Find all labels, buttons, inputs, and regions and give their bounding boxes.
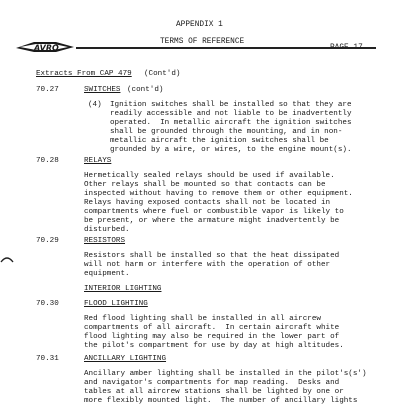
paragraph-line: Resistors shall be installed so that the heat dissipated xyxy=(84,252,340,260)
section-title: ANCILLARY LIGHTING xyxy=(84,355,167,363)
interior-lighting-heading: INTERIOR LIGHTING xyxy=(84,285,162,293)
section-title-suffix: (cont'd) xyxy=(127,86,164,94)
extracts-contd: (Cont'd) xyxy=(144,70,181,78)
paragraph-line: operated. In metallic aircraft the ignition switches xyxy=(110,119,352,127)
paragraph-line: be present, or where the armature might inadvertently be xyxy=(84,217,340,225)
paragraph-line: compartments of all aircraft. In certain aircraft white xyxy=(84,324,340,332)
terms-heading: TERMS OF REFERENCE xyxy=(160,38,245,46)
paragraph-line: tables at all aircrew stations shall be lighted by one or xyxy=(84,388,344,396)
section-title: RELAYS xyxy=(84,157,112,165)
paragraph-line: shall be grounded through the mounting, and in non- xyxy=(110,128,343,136)
paragraph-line: Ancillary amber lighting shall be installed in the pilot's(s') xyxy=(84,370,367,378)
appendix-heading: APPENDIX 1 xyxy=(176,21,223,29)
paragraph-line: more flexibly mounted light. The number of ancillary lights xyxy=(84,397,358,405)
extracts-title: Extracts From CAP 479 xyxy=(36,70,132,78)
section-number: 70.27 xyxy=(36,86,59,94)
paragraph-line: disturbed. xyxy=(84,226,130,234)
paragraph-line: compartments where fuel or combustible vapor is likely to xyxy=(84,208,344,216)
paragraph-line: the pilot's compartment for use by day at high altitudes. xyxy=(84,342,344,350)
section-title: FLOOD LIGHTING xyxy=(84,300,148,308)
paragraph-line: and navigator's compartments for map reading. Desks and xyxy=(84,379,340,387)
paragraph-line: Hermetically sealed relays should be used if available. xyxy=(84,172,335,180)
paragraph-line: metallic aircraft the ignition switches shall be xyxy=(110,137,329,145)
section-title: SWITCHES xyxy=(84,86,121,94)
section-number: 70.28 xyxy=(36,157,59,165)
paragraph-line: readily accessible and not liable to be inadvertently xyxy=(110,110,352,118)
header-rule xyxy=(76,47,376,49)
page-number xyxy=(330,44,363,53)
section-number: 70.30 xyxy=(36,300,59,308)
paragraph-line: equipment. xyxy=(84,270,130,278)
section-number: 70.29 xyxy=(36,237,59,245)
section-number: 70.31 xyxy=(36,355,59,363)
avro-logo xyxy=(14,36,76,58)
paragraph-line: Relays having exposed contacts shall not be located in xyxy=(84,199,331,207)
paragraph-line: Ignition switches shall be installed so that they are xyxy=(110,101,352,109)
section-title: RESISTORS xyxy=(84,237,126,245)
paragraph-line: inspected without having to remove them or other equipment. xyxy=(84,190,353,198)
binder-hole-mark xyxy=(0,252,14,266)
paragraph-line: will not harm or interfere with the operation of other xyxy=(84,261,331,269)
paragraph-line: Other relays shall be mounted so that contacts can be xyxy=(84,181,326,189)
paragraph-line: grounded by a wire, or wires, to the engine mount(s). xyxy=(110,146,352,154)
logo-lettering: AVRO xyxy=(34,43,59,53)
item-marker: (4) xyxy=(88,101,102,109)
paragraph-line: flood lighting may also be required in the lower part of xyxy=(84,333,340,341)
paragraph-line: Red flood lighting shall be installed in all aircrew xyxy=(84,315,321,323)
